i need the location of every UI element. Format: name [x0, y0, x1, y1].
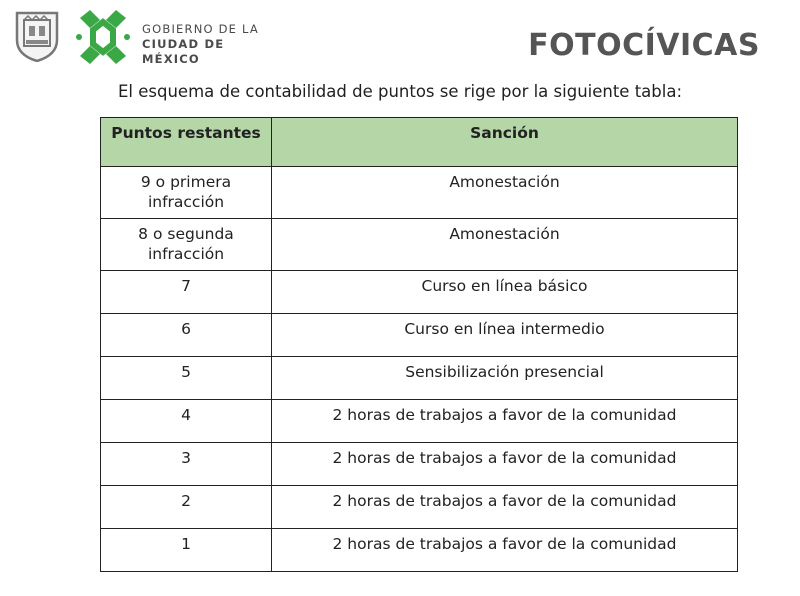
cell-points: 4	[101, 400, 272, 443]
header-sanction: Sanción	[272, 118, 738, 167]
cell-sanction: Curso en línea básico	[272, 271, 738, 314]
points-table	[100, 117, 738, 572]
gov-line-2: CIUDAD DE MÉXICO	[142, 37, 225, 66]
cell-points: 5	[101, 357, 272, 400]
cdmx-shield-logo	[14, 10, 60, 62]
cell-points: 1	[101, 529, 272, 572]
header-logos	[14, 8, 274, 64]
table-row	[101, 443, 738, 486]
cell-points: 9 o primera infracción	[101, 167, 272, 219]
cell-sanction: 2 horas de trabajos a favor de la comunidad	[272, 486, 738, 529]
cell-points: 8 o segunda infracción	[101, 219, 272, 271]
table-row	[101, 529, 738, 572]
cell-sanction: Curso en línea intermedio	[272, 314, 738, 357]
cell-sanction: 2 horas de trabajos a favor de la comunidad	[272, 400, 738, 443]
table-row	[101, 357, 738, 400]
page-title: FOTOCÍVICAS	[528, 28, 760, 63]
gov-line-1: GOBIERNO DE LA	[142, 22, 259, 36]
table-row	[101, 486, 738, 529]
intro-text: El esquema de contabilidad de puntos se rige por la siguiente tabla:	[117, 82, 683, 101]
cell-sanction: Sensibilización presencial	[272, 357, 738, 400]
table-row	[101, 400, 738, 443]
government-name	[142, 22, 274, 67]
cell-points: 6	[101, 314, 272, 357]
table-row	[101, 219, 738, 271]
header-points: Puntos restantes	[101, 118, 272, 167]
cell-sanction: Amonestación	[272, 167, 738, 219]
cell-sanction: 2 horas de trabajos a favor de la comunidad	[272, 529, 738, 572]
cell-points: 7	[101, 271, 272, 314]
cell-points: 2	[101, 486, 272, 529]
cdmx-city-logo	[76, 8, 130, 66]
cell-sanction: Amonestación	[272, 219, 738, 271]
table-header-row	[101, 118, 738, 167]
table-row	[101, 314, 738, 357]
table-row	[101, 271, 738, 314]
table-row	[101, 167, 738, 219]
cell-points: 3	[101, 443, 272, 486]
cell-sanction: 2 horas de trabajos a favor de la comunidad	[272, 443, 738, 486]
